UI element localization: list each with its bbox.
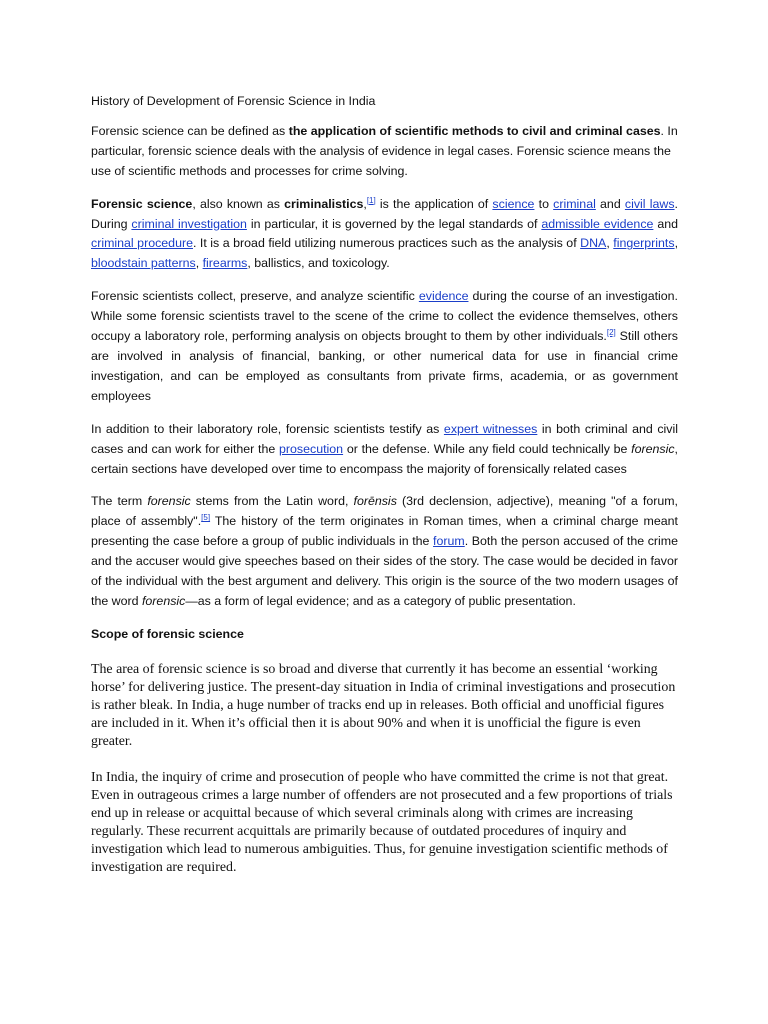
text: . During: [91, 196, 678, 231]
link-evidence[interactable]: evidence: [418, 289, 469, 304]
paragraph-criminalistics: [91, 195, 678, 275]
text: ,: [606, 236, 614, 251]
link-expert-witnesses[interactable]: expert witnesses: [443, 421, 538, 436]
italic-text: forensic: [631, 441, 675, 456]
text: during the course of an investigation. While some forensic scientists travel to the scene of the crime to collect the evidence themselves, others occupy a laboratory role, performing analysis on objects brought to them by other individuals.: [91, 289, 679, 344]
citation-5: [201, 513, 210, 522]
link-fingerprints[interactable]: fingerprints: [613, 236, 675, 251]
text: . Both the person accused of the crime and the accuser would give speeches based on their sides of the story. The case would be decided in favor of the individual with the best argument and delivery. This origin is the source of the two modern usages of the word: [91, 534, 678, 608]
paragraph-term-origin: [91, 492, 678, 611]
paragraph-definition: [91, 122, 678, 182]
text: , also known as: [192, 196, 285, 211]
citation-link-1[interactable]: [1]: [366, 195, 376, 205]
document-page: [91, 92, 678, 877]
text: The term: [91, 494, 148, 509]
text: stems from the Latin word,: [190, 494, 354, 509]
link-forum[interactable]: forum: [433, 534, 465, 549]
citation-link-2[interactable]: [2]: [606, 328, 616, 338]
section-heading-scope: Scope of forensic science: [91, 626, 244, 641]
text: in both criminal and civil cases and can work for either the: [91, 421, 678, 456]
link-firearms[interactable]: firearms: [202, 256, 248, 271]
paragraph-scope-1: The area of forensic science is so broad and diverse that currently it has become an essential ‘working horse’ for delivering justice. The present-day situation in India of criminal investigations and prosecution is rather bleak. In India, a huge number of tracks end up in releases. Both official and unofficial figures are included in it. When it’s official then it is about 90% and when it is unofficial the figure is even greater.: [91, 661, 676, 749]
text: Forensic scientists collect, preserve, and analyze scientific: [91, 289, 419, 304]
link-bloodstain-patterns[interactable]: bloodstain patterns: [91, 256, 196, 271]
text: and: [653, 216, 678, 231]
paragraph-forensic-scientists: [91, 287, 678, 406]
paragraph-scope-2: In India, the inquiry of crime and prosecution of people who have committed the crime is not that great. Even in outrageous crimes a large number of offenders are not prosecuted and a few proportions of trials end up in release or acquittal because of which several criminals along with crimes are increasing regularly. These recurrent acquittals are primarily because of outdated procedures of inquiry and investigation which lead to numerous ambiguities. Thus, for genuine investigation scientific methods of investigation are required.: [91, 769, 673, 875]
text: , ballistics, and toxicology.: [247, 256, 390, 271]
text: ,: [674, 236, 679, 251]
text: ,: [363, 196, 367, 211]
text: —as a form of legal evidence; and as a category of public presentation.: [185, 593, 576, 608]
paragraph-laboratory-role: [91, 420, 678, 480]
citation-1: [367, 196, 376, 205]
link-prosecution[interactable]: prosecution: [279, 441, 344, 456]
text: to: [534, 196, 554, 211]
text: In addition to their laboratory role, forensic scientists testify as: [91, 421, 444, 436]
citation-2: [607, 328, 616, 337]
text: is the application of: [375, 196, 493, 211]
link-science[interactable]: science: [492, 196, 535, 211]
bold-text: Forensic science: [91, 196, 193, 211]
text: The history of the term originates in Roman times, when a criminal charge meant presenting the case before a group of public individuals in the: [91, 514, 678, 549]
link-criminal-procedure[interactable]: criminal procedure: [91, 236, 193, 251]
text: in particular, it is governed by the legal standards of: [246, 216, 542, 231]
text: , certain sections have developed over time to encompass the majority of forensically related cases: [91, 441, 678, 476]
link-criminal-investigation[interactable]: criminal investigation: [131, 216, 247, 231]
bold-text: the application of scientific methods to civil and criminal cases: [288, 123, 661, 138]
link-admissible-evidence[interactable]: admissible evidence: [541, 216, 654, 231]
link-dna[interactable]: DNA: [580, 236, 607, 251]
bold-text: criminalistics: [284, 196, 364, 211]
italic-text: forensic: [147, 494, 191, 509]
text: Forensic science can be defined as: [91, 123, 289, 138]
text: and: [595, 196, 625, 211]
italic-text: forēnsis: [353, 494, 397, 509]
text: Still others are involved in analysis of financial, banking, or other numerical data for use in financial crime investigation, and can be employed as consultants from private firms, academia, or as government employees: [91, 329, 678, 403]
text: ,: [195, 256, 203, 271]
italic-text: forensic: [141, 593, 186, 608]
page-title: History of Development of Forensic Science in India: [91, 94, 376, 108]
text: or the defense. While any field could technically be: [343, 441, 632, 456]
citation-link-5[interactable]: [5]: [201, 513, 211, 523]
text: (3rd declension, adjective), meaning "of a forum, place of assembly".: [91, 494, 678, 529]
text: . It is a broad field utilizing numerous practices such as the analysis of: [192, 236, 581, 251]
link-criminal[interactable]: criminal: [553, 196, 596, 211]
text: . In particular, forensic science deals with the analysis of evidence in legal cases. Forensic science means the use of scientific methods and processes for crime solving.: [91, 123, 678, 178]
link-civil-laws[interactable]: civil laws: [624, 196, 675, 211]
